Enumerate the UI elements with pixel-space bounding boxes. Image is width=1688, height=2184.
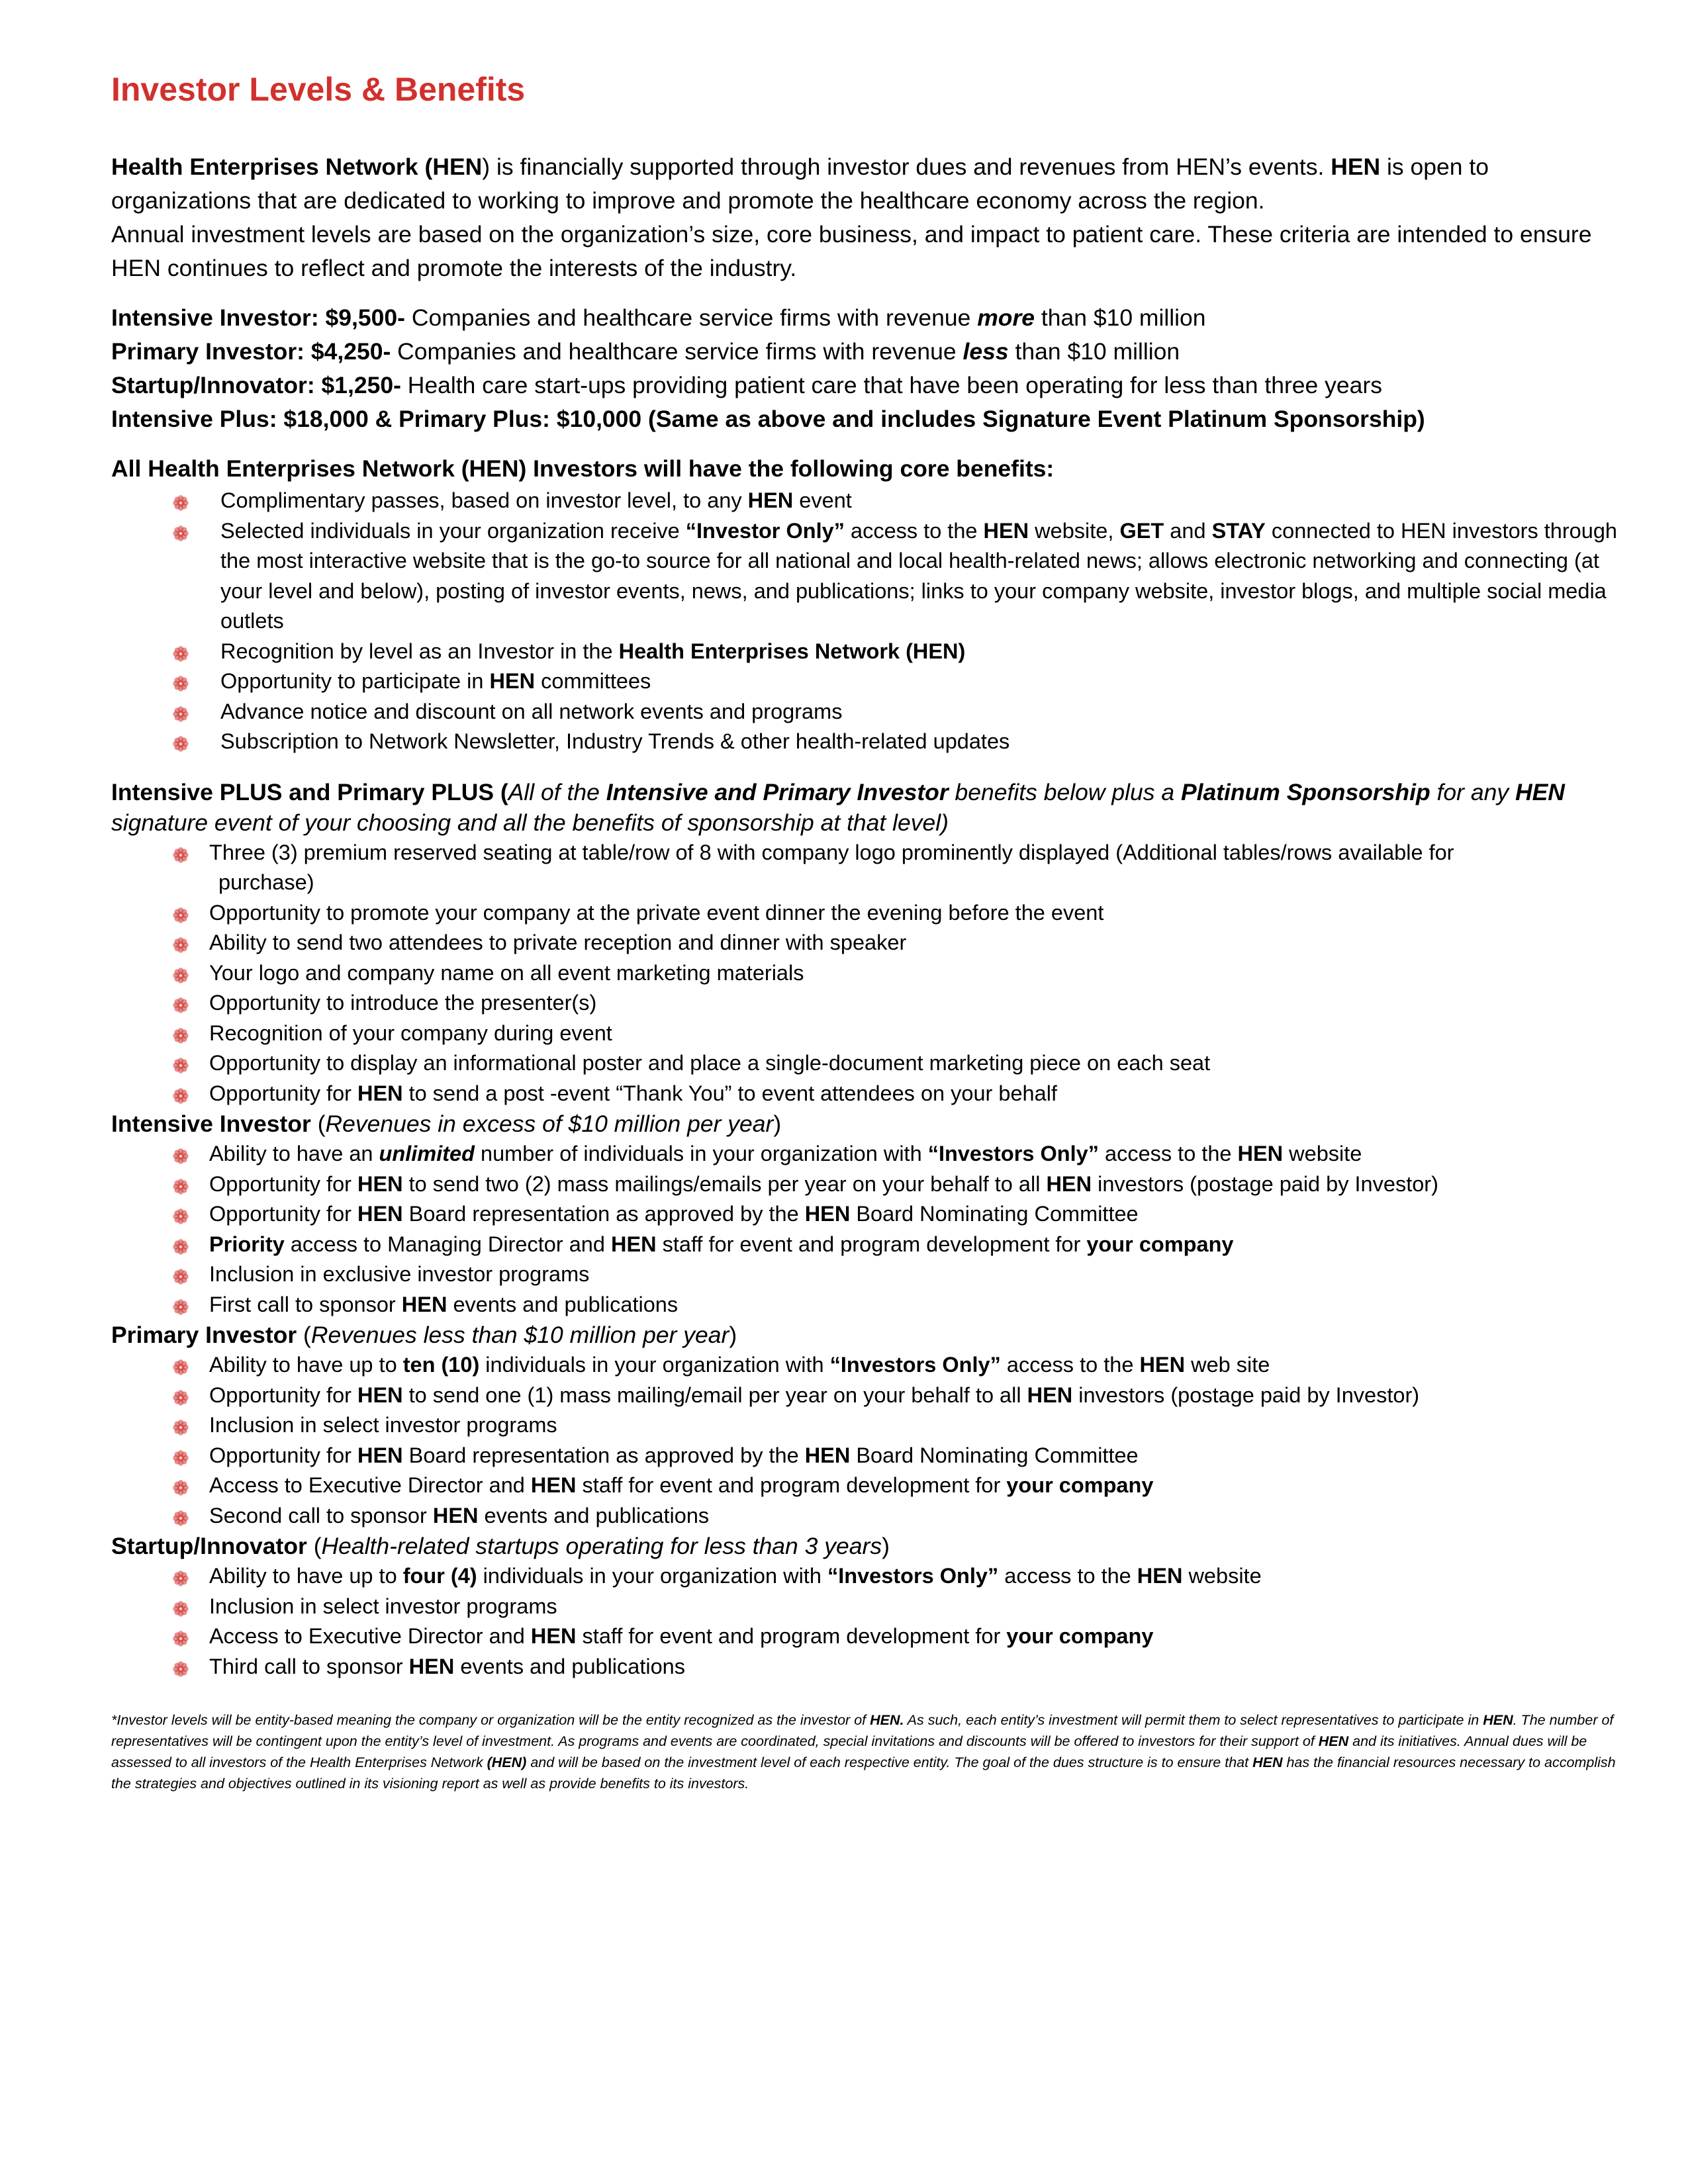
heading-bold-italic: Intensive and Primary Investor [606,778,949,805]
list-item [111,1652,1627,1682]
item-text: Complimentary passes, based on investor level, to any [220,488,748,512]
list-item [111,838,1627,898]
item-text: Ability to have an [209,1142,379,1165]
flower-bullet-icon [172,962,189,979]
item-bold: HEN [401,1292,447,1316]
flower-bullet-icon [172,1414,189,1432]
list-item [111,666,1627,697]
item-bold: HEN [610,1232,657,1256]
footnote-text: *Investor levels will be entity-based meaning the company or organization will be the entity recognized as the investor of [111,1712,870,1728]
primary-benefits-list [111,1350,1627,1531]
item-bold: HEN [530,1624,577,1648]
item-text: Subscription to Network Newsletter, Industry Trends & other health-related updates [220,729,1010,753]
flower-bullet-icon [172,1052,189,1069]
list-item [111,637,1627,667]
level-text: Health care start-ups providing patient care that have been operating for less than three years [400,372,1382,398]
core-benefits-list [111,486,1627,757]
item-bold: HEN [357,1443,403,1467]
item-text: access to Managing Director and [284,1232,611,1256]
page-title: Investor Levels & Benefits [111,71,526,108]
item-text: Recognition by level as an Investor in the [220,639,619,663]
heading-text: ) [729,1322,737,1348]
item-bold: Health Enterprises Network (HEN) [618,639,966,663]
item-text: events and publications [454,1654,686,1678]
intro-paragraph-2: Annual investment levels are based on the organization’s size, core business, and impact to patient care. These criteria are intended to ensure HEN continues to reflect and promote the interests of the industry. [111,221,1592,281]
item-text: access to the [1000,1353,1140,1377]
item-text: Opportunity for [209,1383,357,1407]
core-benefits-heading: All Health Enterprises Network (HEN) Investors will have the following core benefits: [111,455,1055,482]
item-text: Three (3) premium reserved seating at table/row of 8 with company logo prominently displayed (Additional tables/rows available for [209,840,1454,864]
flower-bullet-icon [172,731,189,748]
list-item [111,1350,1627,1381]
list-item [111,1259,1627,1290]
footnote-bold: HEN. [870,1712,904,1728]
item-text: to send two (2) mass mailings/emails per year on your behalf to all [402,1171,1047,1196]
item-text: web site [1185,1353,1270,1377]
item-bold: HEN [357,1383,403,1407]
item-text: connected to HEN investors through the most interactive website that is the go-to source for all national and local health-related news; allows electronic networking and connecting (at your level and below), posting of investor events, news, and publications; links to your company website, investor blogs, and multiple social media outlets [220,518,1617,633]
item-bold: “Investors Only” [829,1353,1001,1377]
flower-bullet-icon [172,1023,189,1040]
item-text: access to the [844,518,984,543]
list-item [111,988,1627,1019]
heading-italic: All of the [508,778,606,805]
flower-bullet-icon [172,701,189,718]
item-text: Ability to send two attendees to private reception and dinner with speaker [209,931,907,954]
item-text: website, [1029,518,1120,543]
footnote [111,1709,1627,1794]
item-bold-italic: unlimited [379,1142,475,1165]
item-text: website [1182,1564,1262,1588]
list-item [111,516,1627,637]
heading-italic: Revenues less than $10 million per year [310,1322,729,1348]
item-bold: your company [1006,1624,1154,1648]
list-item [111,1048,1627,1079]
heading-italic: benefits below plus a [948,778,1181,805]
item-text: Board representation as approved by the [402,1202,805,1226]
item-text: access to the [1098,1142,1238,1165]
intro-paragraph [111,150,1627,218]
footnote-text: . The number of representatives will be contingent upon the entity’s level of investment. As programs and events are coordinated, special invitations and discounts will be offered to investors for their support of [111,1712,1614,1749]
item-text: First call to sponsor [209,1292,402,1316]
list-item [111,928,1627,958]
flower-bullet-icon [172,1565,189,1582]
list-item [111,1561,1627,1592]
flower-bullet-icon [172,1475,189,1492]
item-bold: HEN [408,1654,455,1678]
heading-italic: for any [1430,778,1515,805]
startup-benefits-list [111,1561,1627,1682]
item-text: number of individuals in your organization with [475,1142,928,1165]
list-item [111,1139,1627,1169]
list-item [111,1410,1627,1441]
item-text: Ability to have up to [209,1564,403,1588]
item-bold: HEN [357,1171,403,1196]
item-bold: HEN [983,518,1029,543]
level-text: than $10 million [1008,338,1180,365]
heading-text: ) [882,1533,890,1559]
item-text: event [793,488,852,512]
list-item [111,1199,1627,1230]
list-item [111,1471,1627,1501]
flower-bullet-icon [172,520,189,537]
list-item [111,1169,1627,1200]
level-text: Companies and healthcare service firms with revenue [391,338,963,365]
flower-bullet-icon [172,842,189,859]
heading-bold: Intensive Investor [111,1111,311,1137]
level-label: Startup/Innovator: $1,250- [111,372,401,398]
level-emphasis: less [962,338,1009,365]
item-bold: HEN [1139,1353,1186,1377]
item-text: Inclusion in select investor programs [209,1413,557,1437]
list-item [111,958,1627,989]
item-bold: HEN [530,1473,577,1497]
item-text: staff for event and program development for [656,1232,1087,1256]
item-text: Ability to have up to [209,1353,403,1377]
item-bold: HEN [747,488,794,512]
level-intensive [111,301,1627,335]
flower-bullet-icon [172,1445,189,1462]
footnote-bold: HEN [1318,1733,1349,1749]
startup-section-heading [111,1531,1627,1561]
item-text: access to the [998,1564,1137,1588]
item-text: Opportunity to promote your company at the private event dinner the evening before the event [209,900,1104,925]
heading-text: ( [310,1111,326,1137]
item-text: Your logo and company name on all event marketing materials [209,960,804,985]
footnote-bold: HEN [1483,1712,1513,1728]
heading-italic: signature event of your choosing and all the benefits of sponsorship at that level) [111,809,949,836]
list-item [111,486,1627,516]
item-bold: HEN [357,1202,403,1226]
item-bold: HEN [1137,1564,1183,1588]
item-bold: HEN [804,1443,851,1467]
item-bold: HEN [432,1503,479,1527]
org-name: Health Enterprises Network ( [111,154,433,180]
flower-bullet-icon [172,1596,189,1613]
flower-bullet-icon [172,641,189,658]
heading-text: ( [297,1322,311,1348]
item-text: investors (postage paid by Investor) [1092,1171,1438,1196]
item-bold: four (4) [402,1564,477,1588]
flower-bullet-icon [172,1505,189,1522]
item-bold: STAY [1211,518,1266,543]
item-text: Opportunity for [209,1443,357,1467]
flower-bullet-icon [172,1294,189,1311]
intensive-section-heading [111,1109,1627,1139]
item-bold: ten (10) [402,1353,480,1377]
footnote-bold: (HEN) [487,1754,527,1770]
item-text: events and publications [478,1503,710,1527]
footnote-text: has the financial resources necessary to accomplish the strategies and objectives outlined in its visioning report as well as provide benefits to its investors. [111,1754,1616,1792]
item-bold: HEN [1046,1171,1092,1196]
heading-text: ( [306,1533,322,1559]
item-text: to send a post -event “Thank You” to event attendees on your behalf [402,1081,1057,1105]
heading-text: ) [773,1111,782,1137]
item-bold: HEN [489,669,536,693]
item-text: Opportunity to introduce the presenter(s) [209,991,597,1015]
item-text: investors (postage paid by Investor) [1072,1383,1420,1407]
item-text: website [1283,1142,1362,1165]
flower-bullet-icon [172,992,189,1009]
flower-bullet-icon [172,1234,189,1251]
item-text: Opportunity for [209,1171,357,1196]
item-text: individuals in your organization with [479,1353,830,1377]
list-item [111,1230,1627,1260]
list-item [111,727,1627,757]
item-text: Opportunity for [209,1081,357,1105]
item-bold: HEN [1027,1383,1073,1407]
item-bold: Priority [209,1232,285,1256]
item-text: Board representation as approved by the [402,1443,805,1467]
item-text: staff for event and program development for [576,1624,1007,1648]
item-text: Opportunity for [209,1202,357,1226]
item-text: Opportunity to display an informational poster and place a single-document marketing piece on each seat [209,1051,1211,1075]
flower-bullet-icon [172,490,189,507]
plus-benefits-list [111,838,1627,1109]
item-bold: HEN [357,1081,403,1105]
level-startup [111,369,1627,402]
level-plus: Intensive Plus: $18,000 & Primary Plus: $10,000 (Same as above and includes Signature Event Platinum Sponsorship) [111,406,1425,432]
list-item [111,1381,1627,1411]
heading-bold: Primary Investor [111,1322,297,1348]
item-bold: “Investor Only” [685,518,845,543]
item-text: purchase) [218,870,314,894]
flower-bullet-icon [172,1656,189,1673]
item-text: Opportunity to participate in [220,669,490,693]
level-label: Primary Investor: $4,250- [111,338,391,365]
item-text: individuals in your organization with [477,1564,827,1588]
item-text: Board Nominating Committee [850,1443,1139,1467]
list-item [111,1501,1627,1531]
list-item [111,1019,1627,1049]
item-text: Access to Executive Director and [209,1473,531,1497]
level-primary [111,335,1627,369]
item-text: Third call to sponsor [209,1654,409,1678]
level-text: Companies and healthcare service firms with revenue [404,304,978,331]
item-text: Recognition of your company during event [209,1021,612,1045]
flower-bullet-icon [172,1263,189,1281]
heading-bold-italic: Platinum Sponsorship [1180,778,1430,805]
intro-text: is open to organizations that are dedicated to working to improve and promote the healthcare economy across the region. [111,154,1489,214]
item-bold: your company [1006,1473,1154,1497]
heading-italic: Health-related startups operating for less than 3 years [321,1533,882,1559]
item-text: events and publications [447,1292,679,1316]
level-label: Intensive Investor: $9,500- [111,304,405,331]
level-text: than $10 million [1035,304,1206,331]
item-text: committees [535,669,651,693]
flower-bullet-icon [172,902,189,919]
list-item [111,1592,1627,1622]
list-item [111,898,1627,929]
list-item [111,697,1627,727]
item-text: to send one (1) mass mailing/email per year on your behalf to all [402,1383,1027,1407]
footnote-bold: HEN [1252,1754,1283,1770]
org-abbrev: HEN [432,154,483,180]
item-bold: “Investors Only” [827,1564,999,1588]
item-bold: HEN [1237,1142,1284,1165]
flower-bullet-icon [172,932,189,949]
flower-bullet-icon [172,1083,189,1100]
list-item [111,1079,1627,1109]
list-item [111,1621,1627,1652]
heading-italic: Revenues in excess of $10 million per year [325,1111,774,1137]
heading-bold: Intensive PLUS and Primary PLUS ( [111,778,508,805]
flower-bullet-icon [172,1143,189,1160]
item-bold: “Investors Only” [927,1142,1099,1165]
item-text: and [1164,518,1212,543]
list-item [111,1441,1627,1471]
item-text: Advance notice and discount on all network events and programs [220,699,843,723]
flower-bullet-icon [172,670,189,688]
investment-levels [111,301,1627,436]
footnote-text: and will be based on the investment level of each respective entity. The goal of the dues structure is to ensure that [526,1754,1253,1770]
level-emphasis: more [977,304,1035,331]
intro-text: ) is financially supported through investor dues and revenues from HEN’s events. [482,154,1331,180]
list-item [111,1290,1627,1320]
plus-section-heading [111,777,1627,838]
item-text: Board Nominating Committee [850,1202,1139,1226]
document-page [111,69,1627,1794]
item-text: Access to Executive Director and [209,1624,531,1648]
flower-bullet-icon [172,1203,189,1220]
item-text: Inclusion in select investor programs [209,1594,557,1618]
flower-bullet-icon [172,1625,189,1643]
footnote-text: and its initiatives. Annual dues will be assessed to all investors of the Health Enterprises Network [111,1733,1587,1770]
intensive-benefits-list [111,1139,1627,1320]
item-bold: GET [1119,518,1164,543]
heading-bold-italic: HEN [1515,778,1565,805]
flower-bullet-icon [172,1354,189,1371]
item-bold: your company [1086,1232,1234,1256]
item-text: Inclusion in exclusive investor programs [209,1262,590,1286]
org-abbrev: HEN [1331,154,1381,180]
footnote-text: As such, each entity’s investment will permit them to select representatives to participate in [904,1712,1483,1728]
item-text: Second call to sponsor [209,1503,433,1527]
item-text: staff for event and program development for [576,1473,1007,1497]
flower-bullet-icon [172,1173,189,1191]
item-bold: HEN [804,1202,851,1226]
primary-section-heading [111,1320,1627,1350]
heading-bold: Startup/Innovator [111,1533,307,1559]
item-text: Selected individuals in your organization receive [220,518,686,543]
flower-bullet-icon [172,1385,189,1402]
